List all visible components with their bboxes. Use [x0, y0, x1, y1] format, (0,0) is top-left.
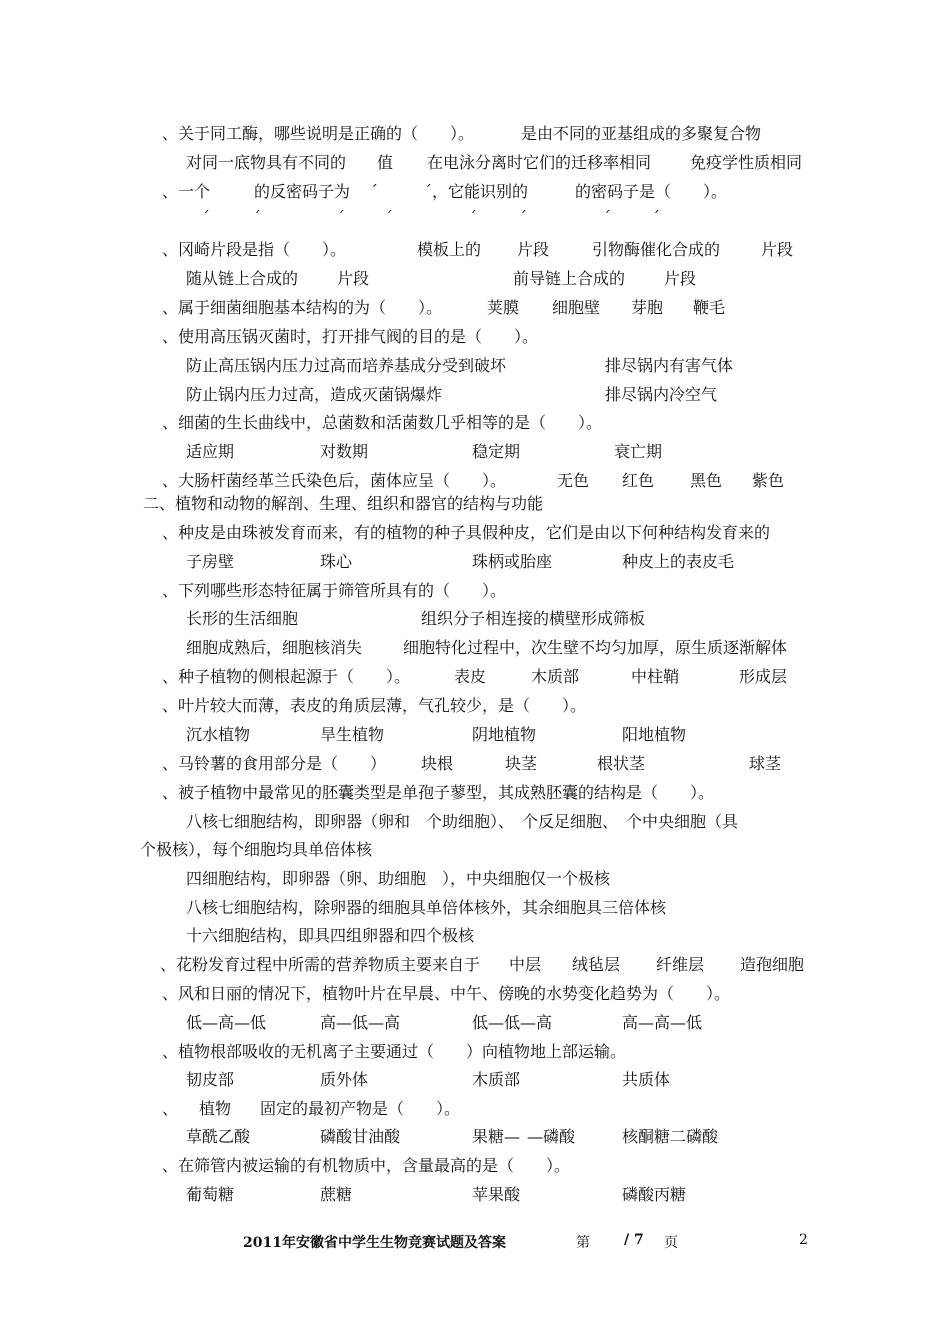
option-a: 是由不同的亚基组成的多聚复合物 [521, 124, 762, 143]
question-5-options [0, 385, 718, 405]
option-a: 适应期 [186, 442, 235, 461]
footer-page-total: / 7 [624, 1232, 644, 1248]
question-text: 、使用高压锅灭菌时，打开排气阀的目的是（ ）。 [162, 327, 539, 346]
option-a: 表皮 [454, 667, 487, 686]
option-a: 低—高—低 [186, 1013, 267, 1032]
section-heading [0, 494, 544, 514]
option-d: 十六细胞结构，即具四组卵器和四个极核 [186, 926, 475, 945]
option-d: 衰亡期 [614, 442, 663, 461]
question-text: 、 [162, 1099, 179, 1118]
prime-mark: ´ [652, 208, 660, 227]
question-5-options [0, 356, 734, 376]
option-d: 阳地植物 [622, 725, 687, 744]
prime-mark: ´ [603, 208, 611, 227]
option-d: 鞭毛 [693, 298, 726, 317]
option-c: 阴地植物 [472, 725, 537, 744]
option-d: 球茎 [749, 754, 782, 773]
footer-page-suffix: 页 [664, 1235, 678, 1251]
option-c: 果糖— [472, 1127, 521, 1146]
question-18 [0, 1156, 571, 1176]
question-4 [0, 298, 726, 318]
question-text: 、马铃薯的食用部分是（ ） [162, 754, 387, 773]
question-6 [0, 413, 603, 433]
option-a: 葡萄糖 [186, 1185, 235, 1204]
question-13-option-c [0, 898, 667, 918]
prime-mark: ´ [519, 208, 527, 227]
option-a: 无色 [557, 471, 590, 490]
question-6-options [0, 442, 663, 462]
option-c: 防止锅内压力过高，造成灭菌锅爆炸 [186, 385, 443, 404]
option-c: 黑色 [690, 471, 723, 490]
option-d: 磷酸丙糖 [622, 1185, 687, 1204]
option-c: 纤维层 [656, 955, 705, 974]
option-c: 细胞成熟后，细胞核消失 [186, 638, 363, 657]
question-text: 、细菌的生长曲线中，总菌数和活菌数几乎相等的是（ ）。 [162, 413, 603, 432]
question-text: 、关于同工酶，哪些说明是正确的（ ）。 [162, 124, 475, 143]
option-b: 排尽锅内有害气体 [605, 356, 734, 375]
option-c: 根状茎 [597, 754, 646, 773]
option-b: 组织分子相连接的横壁形成筛板 [421, 609, 646, 628]
question-text: 、种子植物的侧根起源于（ ）。 [162, 667, 411, 686]
prime-mark: ´ [337, 208, 345, 227]
option-a-tail: 片段 [517, 240, 550, 259]
option-b-tail: 值 [377, 153, 394, 172]
question-text: 、被子植物中最常见的胚囊类型是单孢子蓼型，其成熟胚囊的结构是（ ）。 [162, 783, 715, 802]
option-a-continued: 个极核），每个细胞均具单倍体核 [140, 840, 373, 859]
question-16-options [0, 1070, 671, 1090]
option-c: 木质部 [472, 1070, 521, 1089]
option-c: 中柱鞘 [631, 667, 680, 686]
option-b: 高—低—高 [320, 1013, 401, 1032]
question-text: 、叶片较大而薄，表皮的角质层薄，气孔较少，是（ ）。 [162, 696, 587, 715]
option-b: 旱生植物 [320, 725, 385, 744]
option-b: 质外体 [320, 1070, 369, 1089]
option-b-tail: 片段 [761, 240, 794, 259]
question-1 [0, 124, 762, 144]
question-11-options [0, 725, 687, 745]
option-a: 块根 [421, 754, 454, 773]
option-c: 低—低—高 [472, 1013, 553, 1032]
question-18-options [0, 1185, 687, 1205]
option-a: 沉水植物 [186, 725, 251, 744]
option-d: 种皮上的表皮毛 [622, 552, 735, 571]
option-c: 稳定期 [472, 442, 521, 461]
option-d: 排尽锅内冷空气 [605, 385, 718, 404]
question-text: 、植物根部吸收的无机离子主要通过（ ）向植物地上部运输。 [162, 1042, 627, 1061]
question-9 [0, 581, 507, 601]
question-text: 、冈崎片段是指（ ）。 [162, 240, 347, 259]
option-d: 细胞特化过程中，次生壁不均匀加厚，原生质逐渐解体 [403, 638, 788, 657]
question-8 [0, 523, 771, 543]
option-a: 八核七细胞结构，即卵器（卵和 个助细胞）、 个反足细胞、 个中央细胞（具 [186, 812, 739, 831]
option-a: 模板上的 [417, 240, 482, 259]
question-2 [0, 182, 728, 202]
option-b: 木质部 [531, 667, 580, 686]
option-b: 引物酶催化合成的 [592, 240, 721, 259]
question-2-options [0, 208, 660, 228]
question-13-option-d [0, 926, 475, 946]
question-8-options [0, 552, 735, 572]
option-d: 高—高—低 [622, 1013, 703, 1032]
option-a: 草酰乙酸 [186, 1127, 251, 1146]
question-14 [0, 955, 805, 975]
option-a: 荚膜 [487, 298, 520, 317]
question-text: 植物 [199, 1099, 232, 1118]
footer-page-prefix: 第 [576, 1235, 590, 1251]
option-d: 紫色 [752, 471, 785, 490]
question-3 [0, 240, 794, 260]
question-17 [0, 1099, 461, 1119]
question-7 [0, 471, 785, 491]
option-d: 前导链上合成的 [513, 269, 626, 288]
option-b: 蔗糖 [320, 1185, 353, 1204]
prime-mark: ´ [385, 208, 393, 227]
question-17-options [0, 1127, 719, 1147]
option-b: 红色 [622, 471, 655, 490]
question-13-option-b [0, 869, 611, 889]
option-b: 珠心 [320, 552, 353, 571]
option-d: 造孢细胞 [740, 955, 805, 974]
option-a: 防止高压锅内压力过高而培养基成分受到破坏 [186, 356, 507, 375]
prime-mark: ´ [469, 208, 477, 227]
question-13-option-a-cont [0, 840, 373, 860]
question-10 [0, 667, 788, 687]
section-title: 二、植物和动物的解剖、生理、组织和器官的结构与功能 [143, 494, 544, 513]
option-d-tail: 片段 [664, 269, 697, 288]
question-12 [0, 754, 782, 774]
question-9-options [0, 638, 788, 658]
option-a: 中层 [509, 955, 542, 974]
question-text: 、下列哪些形态特征属于筛管所具有的（ ）。 [162, 581, 507, 600]
option-b: 绒毡层 [572, 955, 621, 974]
option-c: 八核七细胞结构，除卵器的细胞具单倍体核外，其余细胞具三倍体核 [186, 898, 667, 917]
question-5 [0, 327, 539, 347]
question-3-options [0, 269, 697, 289]
option-c: 苹果酸 [472, 1185, 521, 1204]
question-text: 、一个 [162, 182, 211, 201]
question-text: 、大肠杆菌经革兰氏染色后，菌体应呈（ ）。 [162, 471, 507, 490]
question-13 [0, 783, 715, 803]
option-c: 珠柄或胎座 [472, 552, 553, 571]
option-a: 子房壁 [186, 552, 235, 571]
option-d: 共质体 [622, 1070, 671, 1089]
option-d: 免疫学性质相同 [690, 153, 803, 172]
question-text: 、属于细菌细胞基本结构的为（ ）。 [162, 298, 443, 317]
option-b: 磷酸甘油酸 [320, 1127, 401, 1146]
option-b: 四细胞结构，即卵器（卵、助细胞 ），中央细胞仅一个极核 [186, 869, 611, 888]
option-c-tail: —磷酸 [527, 1127, 576, 1146]
option-b: 对数期 [320, 442, 369, 461]
prime-mark: ´ [202, 208, 210, 227]
option-c: 芽胞 [631, 298, 664, 317]
option-d: 核酮糖二磷酸 [622, 1127, 719, 1146]
question-text: 固定的最初产物是（ ）。 [260, 1099, 461, 1118]
question-text: 、花粉发育过程中所需的营养物质主要来自于 [160, 955, 481, 974]
prime-mark: ´ [370, 182, 378, 201]
option-d: 形成层 [739, 667, 788, 686]
question-13-option-a [0, 812, 739, 832]
option-a: 韧皮部 [186, 1070, 235, 1089]
option-c: 在电泳分离时它们的迁移率相同 [427, 153, 652, 172]
option-b: 对同一底物具有不同的 [186, 153, 347, 172]
option-c-tail: 片段 [337, 269, 370, 288]
question-15 [0, 984, 731, 1004]
question-text: 的反密码子为 [254, 182, 351, 201]
question-text: 、风和日丽的情况下，植物叶片在早晨、中午、傍晚的水势变化趋势为（ ）。 [162, 984, 731, 1003]
option-b: 块茎 [505, 754, 538, 773]
page-number: 2 [799, 1232, 808, 1248]
option-c: 随从链上合成的 [186, 269, 299, 288]
question-9-options [0, 609, 646, 629]
question-15-options [0, 1013, 703, 1033]
question-11 [0, 696, 587, 716]
question-text: 的密码子是（ ）。 [575, 182, 728, 201]
question-1-options [0, 153, 803, 173]
option-a: 长形的生活细胞 [186, 609, 299, 628]
prime-mark: ´ [253, 208, 261, 227]
question-text: 、在筛管内被运输的有机物质中，含量最高的是（ ）。 [162, 1156, 571, 1175]
question-text: ´，它能识别的 [424, 182, 529, 201]
footer-title: 2011年安徽省中学生生物竞赛试题及答案 [243, 1235, 506, 1251]
option-b: 细胞壁 [552, 298, 601, 317]
question-16 [0, 1042, 627, 1062]
question-text: 、种皮是由珠被发育而来，有的植物的种子具假种皮，它们是由以下何种结构发育来的 [162, 523, 771, 542]
